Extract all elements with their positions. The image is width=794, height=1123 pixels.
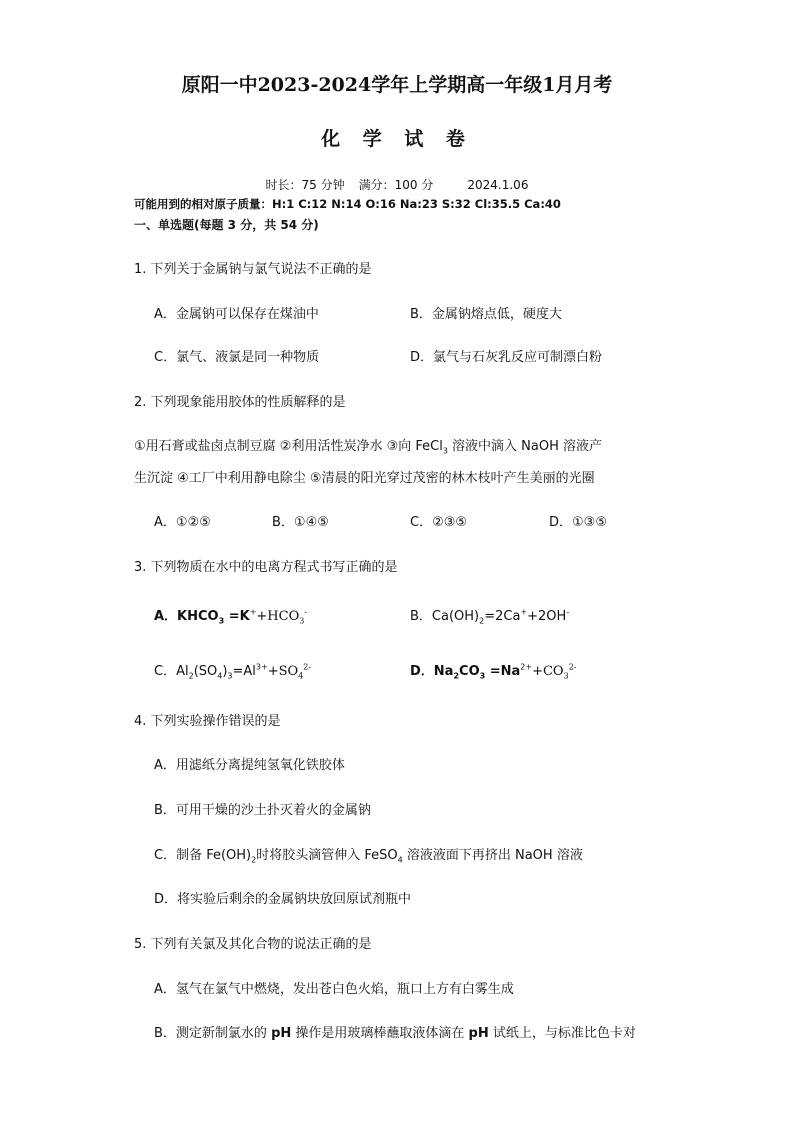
- q2-option-d: D．①③⑤: [549, 515, 607, 530]
- exam-subtitle: 化 学 试 卷: [321, 128, 473, 150]
- exam-title: 原阳一中2023-2024学年上学期高一年级1月月考: [181, 74, 613, 96]
- q3-option-a: A．$KHCO_3 =K^++HCO_3^-$: [154, 607, 308, 626]
- q2-option-c: C．②③⑤: [410, 515, 468, 530]
- atomic-masses: 可能用到的相对原子质量：H:1 C:12 N:14 O:16 Na:23 S:32 Cl:35.5 Ca:40: [134, 197, 561, 211]
- q1-option-a: A．金属钠可以保存在煤油中: [154, 307, 319, 322]
- q2-statement-line-2: 生沉淀 ④工厂中利用静电除尘 ⑤清晨的阳光穿过茂密的林木枝叶产生美丽的光圈: [134, 471, 595, 486]
- q4-option-b: B．可用干燥的沙土扑灭着火的金属钠: [154, 803, 371, 818]
- q2-stem: 2. 下列现象能用胶体的性质解释的是: [134, 395, 346, 410]
- q1-stem: 1. 下列关于金属钠与氯气说法不正确的是: [134, 262, 372, 277]
- q3-stem: 3. 下列物质在水中的电离方程式书写正确的是: [134, 560, 398, 575]
- q4-stem: 4. 下列实验操作错误的是: [134, 714, 281, 729]
- q4-option-d: D．将实验后剩余的金属钠块放回原试剂瓶中: [154, 892, 412, 907]
- q1-option-d: D．氯气与石灰乳反应可制漂白粉: [410, 350, 603, 365]
- q5-option-b: B．测定新制氯水的 pH 操作是用玻璃棒蘸取液体滴在 pH 试纸上，与标准比色卡对: [154, 1026, 636, 1041]
- exam-meta: [0, 176, 794, 193]
- q4-option-c: C．制备 $Fe(OH)_2$时将胶头滴管伸入 FeSO$_4$ 溶液液面下再挤出 NaOH 溶液: [154, 848, 583, 865]
- section-heading: 一、单选题(每题 3 分，共 54 分): [134, 218, 319, 232]
- q1-option-c: C．氯气、液氯是同一种物质: [154, 350, 320, 365]
- q2-option-a: A．①②⑤: [154, 515, 211, 530]
- q1-option-b: B．金属钠熔点低，硬度大: [410, 307, 562, 322]
- q2-statement-line-1: ①用石膏或盐卤点制豆腐 ②利用活性炭净水 ③向 FeCl$_3$ 溶液中滴入 NaOH 溶液产: [134, 439, 603, 456]
- q5-option-a: A．氢气在氯气中燃烧，发出苍白色火焰，瓶口上方有白雾生成: [154, 982, 514, 997]
- q3-option-b: B．$Ca(OH)_2=2Ca^++2OH^-$: [410, 607, 570, 626]
- q5-stem: 5. 下列有关氯及其化合物的说法正确的是: [134, 937, 372, 952]
- q3-option-d: D．$Na_2CO_3 =Na^{2+}+CO_3^{2-}$: [410, 662, 577, 681]
- exam-duration: 时长：75 分钟: [265, 178, 345, 192]
- exam-score: 满分：100 分: [358, 178, 434, 192]
- exam-date: 2024.1.06: [467, 178, 529, 192]
- q3-option-c: C．$Al_2(SO_4)_3=Al^{3+}+SO_4^{2-}$: [154, 662, 312, 681]
- q4-option-a: A．用滤纸分离提纯氢氧化铁胶体: [154, 758, 345, 773]
- q2-option-b: B．①④⑤: [272, 515, 329, 530]
